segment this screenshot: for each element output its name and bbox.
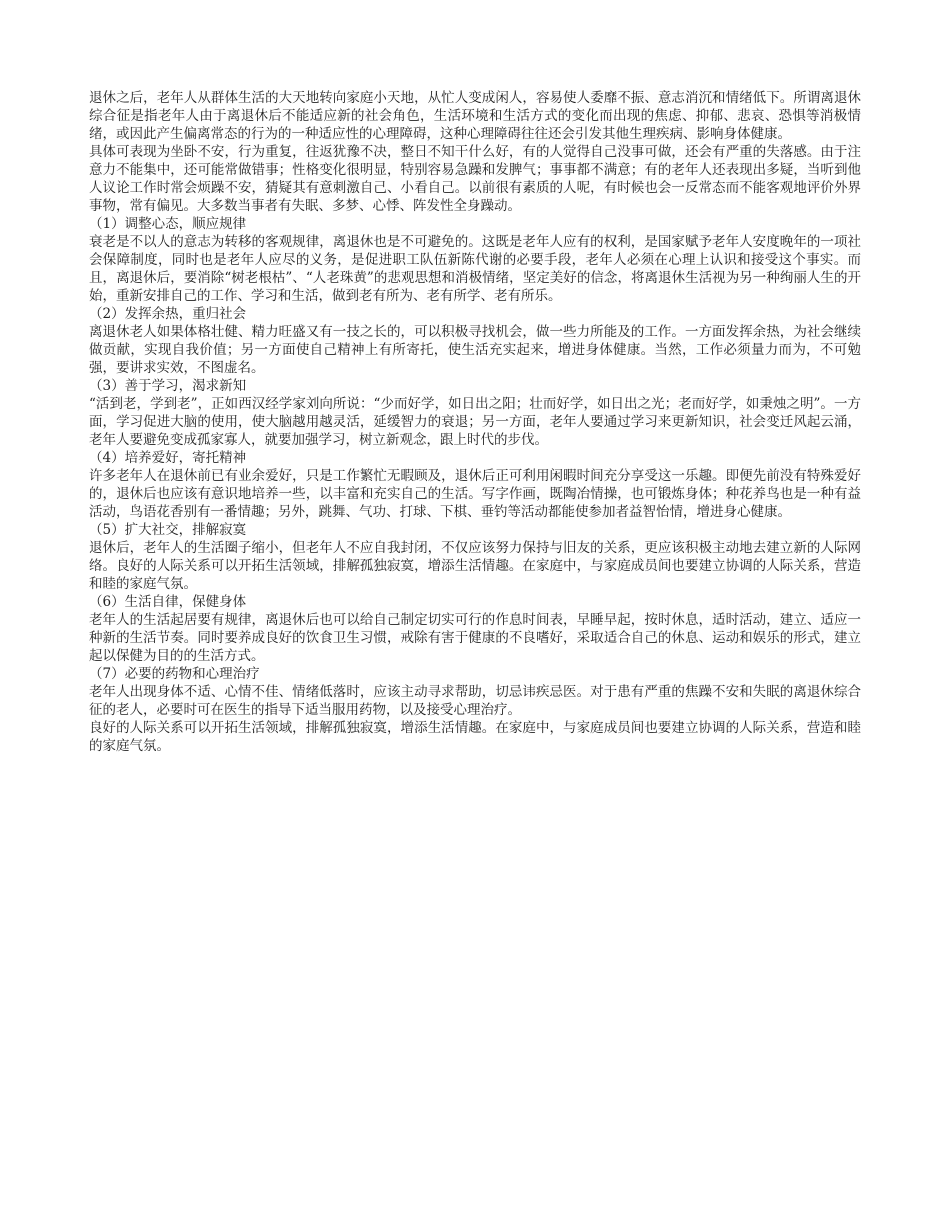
document-body — [89, 89, 861, 755]
intro-paragraph-2: 具体可表现为坐卧不安，行为重复，往返犹豫不决，整日不知干什么好，有的人觉得自己没事可做，还会有严重的失落感。由于注意力不能集中，还可能常做错事；性格变化很明显，特别容易急躁和发脾气；事事都不满意；有的老年人还表现出多疑，当听到他人议论工作时常会烦躁不安，猜疑其有意刺激自己、小看自己。以前很有素质的人呢，有时候也会一反常态而不能客观地评价外界事物，常有偏见。大多数当事者有失眠、多梦、心悸、阵发性全身躁动。 — [89, 144, 861, 214]
section-body-4: 许多老年人在退休前已有业余爱好，只是工作繁忙无暇顾及，退休后正可利用闲暇时间充分享受这一乐趣。即便先前没有特殊爱好的，退休后也应该有意识地培养一些，以丰富和充实自己的生活。写字作画，既陶冶情操，也可锻炼身体；种花养鸟也是一种有益活动，鸟语花香别有一番情趣；另外，跳舞、气功、打球、下棋、垂钓等活动都能使参加者益智怡情，增进身心健康。 — [89, 468, 861, 520]
section-body-3: “活到老，学到老”，正如西汉经学家刘向所说：“少而好学，如日出之阳；壮而好学，如日出之光；老而好学，如秉烛之明”。一方面，学习促进大脑的使用，使大脑越用越灵活，延缓智力的衰退；另一方面，老年人要通过学习来更新知识，社会变迁风起云涌，老年人要避免变成孤家寡人，就要加强学习，树立新观念，跟上时代的步伐。 — [89, 396, 861, 448]
section-body-6: 老年人的生活起居要有规律，离退休后也可以给自己制定切实可行的作息时间表，早睡早起，按时休息，适时活动，建立、适应一种新的生活节奏。同时要养成良好的饮食卫生习惯，戒除有害于健康的不良嗜好，采取适合自己的休息、运动和娱乐的形式，建立起以保健为目的的生活方式。 — [89, 612, 861, 664]
section-heading-7: （7）必要的药物和心理治疗 — [89, 666, 260, 682]
section-heading-5: （5）扩大社交，排解寂寞 — [89, 522, 247, 538]
section-heading-2: （2）发挥余热，重归社会 — [89, 306, 247, 322]
section-body-5: 退休后，老年人的生活圈子缩小，但老年人不应自我封闭，不仅应该努力保持与旧友的关系，更应该积极主动地去建立新的人际网络。良好的人际关系可以开拓生活领域，排解孤独寂寞，增添生活情趣。在家庭中，与家庭成员间也要建立协调的人际关系，营造和睦的家庭气氛。 — [89, 540, 861, 592]
closing-paragraph: 良好的人际关系可以开拓生活领域，排解孤独寂寞，增添生活情趣。在家庭中，与家庭成员间也要建立协调的人际关系，营造和睦的家庭气氛。 — [89, 720, 861, 754]
section-body-2: 离退休老人如果体格壮健、精力旺盛又有一技之长的，可以积极寻找机会，做一些力所能及的工作。一方面发挥余热，为社会继续做贡献，实现自我价值；另一方面使自己精神上有所寄托，使生活充实起来，增进身体健康。当然，工作必须量力而为，不可勉强，要讲求实效，不图虚名。 — [89, 324, 861, 376]
section-body-7: 老年人出现身体不适、心情不佳、情绪低落时，应该主动寻求帮助，切忌讳疾忌医。对于患有严重的焦躁不安和失眠的离退休综合征的老人，必要时可在医生的指导下适当服用药物，以及接受心理治疗。 — [89, 684, 861, 718]
section-heading-3: （3）善于学习，渴求新知 — [89, 378, 247, 394]
intro-paragraph-1: 退休之后，老年人从群体生活的大天地转向家庭小天地，从忙人变成闲人，容易使人委靡不振、意志消沉和情绪低下。所谓离退休综合征是指老年人由于离退休后不能适应新的社会角色，生活环境和生活方式的变化而出现的焦虑、抑郁、悲哀、恐惧等消极情绪，或因此产生偏离常态的行为的一种适应性的心理障碍，这种心理障碍往往还会引发其他生理疾病、影响身体健康。 — [89, 90, 861, 142]
section-heading-6: （6）生活自律，保健身体 — [89, 594, 247, 610]
section-body-1: 衰老是不以人的意志为转移的客观规律，离退休也是不可避免的。这既是老年人应有的权利，是国家赋予老年人安度晚年的一项社会保障制度，同时也是老年人应尽的义务，是促进职工队伍新陈代谢的必要手段，老年人必须在心理上认识和接受这个事实。而且，离退休后，要消除“树老根枯”、“人老珠黄”的悲观思想和消极情绪，坚定美好的信念，将离退休生活视为另一种绚丽人生的开始，重新安排自己的工作、学习和生活，做到老有所为、老有所学、老有所乐。 — [89, 234, 861, 304]
section-heading-4: （4）培养爱好，寄托精神 — [89, 450, 247, 466]
section-heading-1: （1）调整心态，顺应规律 — [89, 216, 247, 232]
